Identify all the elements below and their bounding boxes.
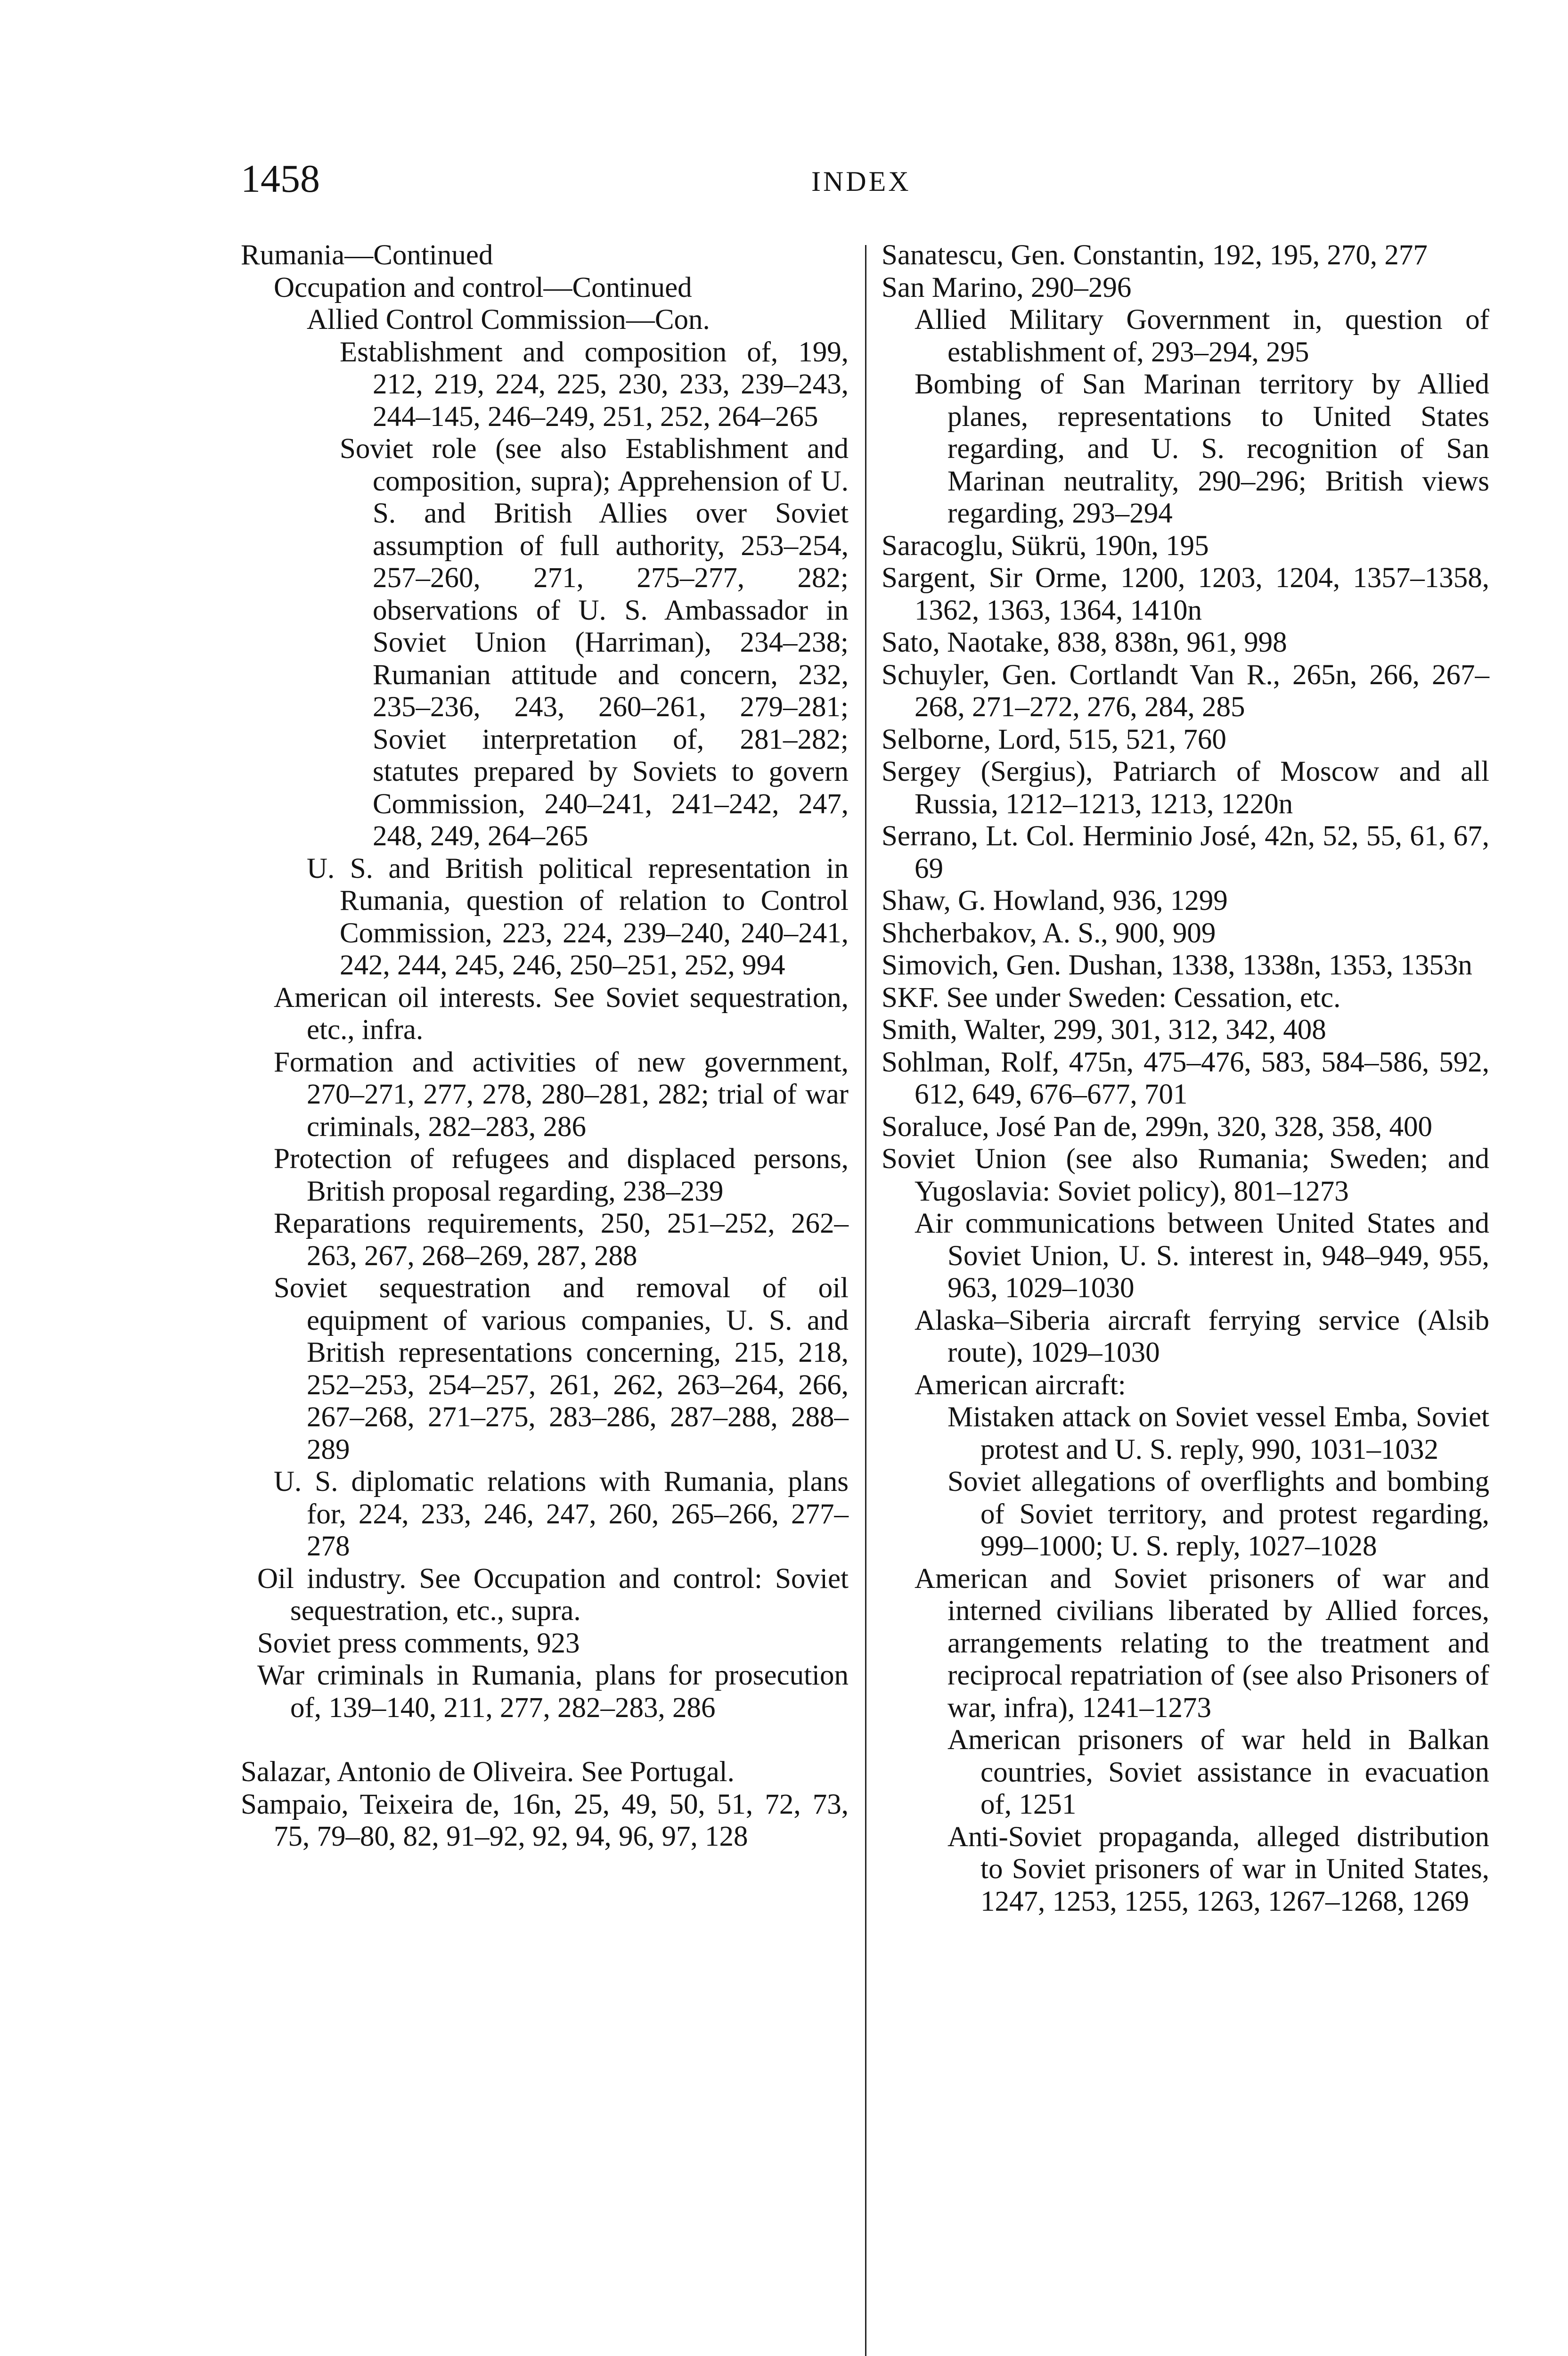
index-entry: U. S. diplomatic relations with Rumania, plans for, 224, 233, 246, 247, 260, 265–266, 277–278 [274, 1466, 849, 1562]
index-entry: Mistaken attack on Soviet vessel Emba, Soviet protest and U. S. reply, 990, 1031–1032 [947, 1401, 1489, 1465]
index-column-right [882, 239, 1489, 1918]
index-entry: Reparations requirements, 250, 251–252, 262–263, 267, 268–269, 287, 288 [274, 1208, 849, 1272]
index-entry: Sohlman, Rolf, 475n, 475–476, 583, 584–586, 592, 612, 649, 676–677, 701 [882, 1046, 1489, 1110]
index-entry: Anti-Soviet propaganda, alleged distribution to Soviet prisoners of war in United States, 1247, 1253, 1255, 1263, 1267–1268, 1269 [947, 1821, 1489, 1917]
index-entry: Selborne, Lord, 515, 521, 760 [882, 723, 1226, 755]
index-entry: Sanatescu, Gen. Constantin, 192, 195, 270, 277 [882, 239, 1428, 271]
index-entry: Soviet allegations of overflights and bombing of Soviet territory, and protest regarding, 999–1000; U. S. reply, 1027–1028 [947, 1466, 1489, 1562]
index-entry: Rumania—Continued [241, 239, 493, 271]
index-entry: Soviet press comments, 923 [257, 1627, 580, 1659]
index-entry: American aircraft: [915, 1369, 1126, 1401]
index-entry: Schuyler, Gen. Cortlandt Van R., 265n, 266, 267–268, 271–272, 276, 284, 285 [882, 659, 1489, 723]
index-entry: Formation and activities of new government, 270–271, 277, 278, 280–281, 282; trial of war criminals, 282–283, 286 [274, 1046, 849, 1143]
index-entry: Air communications between United States and Soviet Union, U. S. interest in, 948–949, 955, 963, 1029–1030 [915, 1208, 1489, 1304]
index-entry: Serrano, Lt. Col. Herminio José, 42n, 52, 55, 61, 67, 69 [882, 820, 1489, 884]
index-entry: American oil interests. See Soviet sequestration, etc., infra. [274, 982, 849, 1046]
index-entry: Allied Control Commission—Con. [307, 304, 710, 335]
index-entry: Shcherbakov, A. S., 900, 909 [882, 917, 1216, 949]
index-entry: Saracoglu, Sükrü, 190n, 195 [882, 530, 1209, 562]
index-entry: Occupation and control—Continued [274, 271, 692, 303]
index-entry: American and Soviet prisoners of war and interned civilians liberated by Allied forces, arrangements relating to the treatment and reciprocal repatriation of (see also Prisoners of war, infra), 1241–1273 [915, 1562, 1489, 1724]
index-entry: Soviet role (see also Establishment and composition, supra); Apprehension of U. S. and British Allies over Soviet assumption of full authority, 253–254, 257–260, 271, 275–277, 282; observations of U. S. Ambassador in Soviet Union (Harriman), 234–238; Rumanian attitude and concern, 232, 235–236, 243, 260–261, 279–281; Soviet interpretation of, 281–282; statutes prepared by Soviets to govern Commission, 240–241, 241–242, 247, 248, 249, 264–265 [340, 433, 849, 852]
running-head: INDEX [811, 166, 911, 197]
index-entry: U. S. and British political representation in Rumania, question of relation to Control Commission, 223, 224, 239–240, 240–241, 242, 244, 245, 246, 250–251, 252, 994 [307, 852, 849, 981]
index-entry: Protection of refugees and displaced persons, British proposal regarding, 238–239 [274, 1143, 849, 1207]
index-entry: Allied Military Government in, question of establishment of, 293–294, 295 [915, 304, 1489, 368]
index-entry: San Marino, 290–296 [882, 271, 1132, 303]
page-number: 1458 [241, 157, 320, 201]
index-entry: SKF. See under Sweden: Cessation, etc. [882, 982, 1341, 1014]
index-entry: Smith, Walter, 299, 301, 312, 342, 408 [882, 1014, 1326, 1046]
index-entry: Bombing of San Marinan territory by Allied planes, representations to United States regarding, and U. S. recognition of San Marinan neutrality, 290–296; British views regarding, 293–294 [915, 368, 1489, 529]
index-entry: Sargent, Sir Orme, 1200, 1203, 1204, 1357–1358, 1362, 1363, 1364, 1410n [882, 562, 1489, 626]
index-entry: War criminals in Rumania, plans for prosecution of, 139–140, 211, 277, 282–283, 286 [257, 1660, 849, 1724]
index-entry: Alaska–Siberia aircraft ferrying service (Alsib route), 1029–1030 [915, 1304, 1489, 1368]
entry-gap [241, 1724, 849, 1756]
index-entry: Soviet sequestration and removal of oil equipment of various companies, U. S. and British representations concerning, 215, 218, 252–253, 254–257, 261, 262, 263–264, 266, 267–268, 271–275, 283–286, 287–288, 288–289 [274, 1272, 849, 1465]
index-entry: Sato, Naotake, 838, 838n, 961, 998 [882, 627, 1287, 658]
index-entry: Oil industry. See Occupation and control: Soviet sequestration, etc., supra. [257, 1562, 849, 1627]
index-entry: Soviet Union (see also Rumania; Sweden; and Yugoslavia: Soviet policy), 801–1273 [882, 1143, 1489, 1207]
index-entry: Shaw, G. Howland, 936, 1299 [882, 885, 1228, 916]
column-divider [865, 245, 866, 2356]
index-entry: Salazar, Antonio de Oliveira. See Portugal. [241, 1756, 735, 1788]
index-column-left [241, 239, 849, 1853]
index-entry: Sergey (Sergius), Patriarch of Moscow and all Russia, 1212–1213, 1213, 1220n [882, 756, 1489, 820]
index-entry: Sampaio, Teixeira de, 16n, 25, 49, 50, 51, 72, 73, 75, 79–80, 82, 91–92, 92, 94, 96, 97, 128 [241, 1788, 849, 1852]
index-entry: Establishment and composition of, 199, 212, 219, 224, 225, 230, 233, 239–243, 244–145, 246–249, 251, 252, 264–265 [340, 336, 849, 433]
index-entry: American prisoners of war held in Balkan countries, Soviet assistance in evacuation of, 1251 [947, 1724, 1489, 1820]
index-entry: Soraluce, José Pan de, 299n, 320, 328, 358, 400 [882, 1111, 1433, 1143]
index-entry: Simovich, Gen. Dushan, 1338, 1338n, 1353, 1353n [882, 949, 1472, 981]
